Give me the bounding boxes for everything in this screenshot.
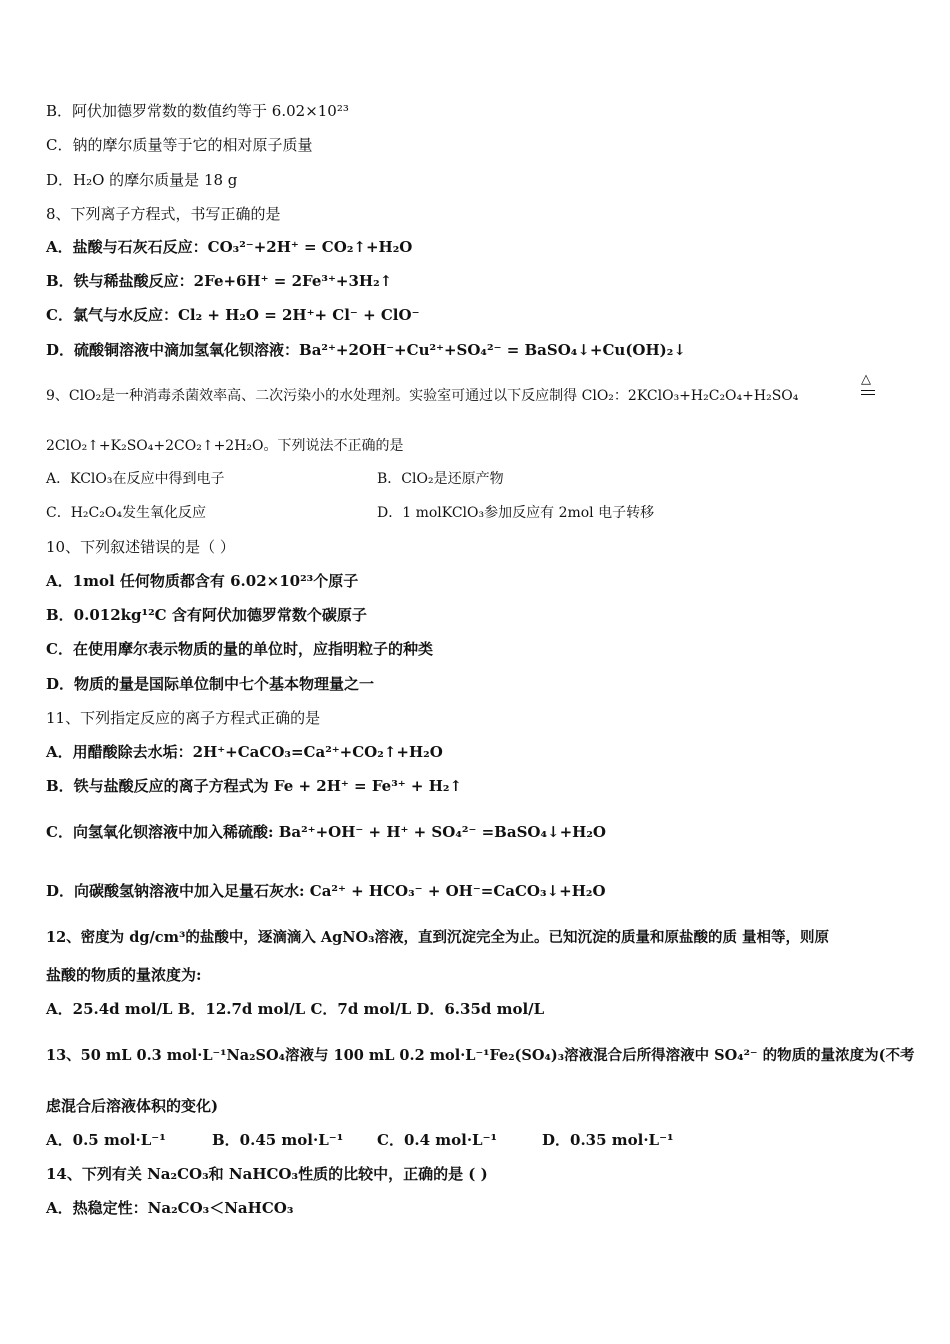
question-9-option-d: D．1 molKClO₃参加反应有 2mol 电子转移 [377, 505, 655, 521]
option-c: C．钠的摩尔质量等于它的相对原子质量 [46, 136, 313, 154]
question-10-option-d: D．物质的量是国际单位制中七个基本物理量之一 [46, 675, 375, 693]
question-13-stem-cont: 虑混合后溶液体积的变化) [46, 1097, 219, 1115]
question-10-option-c: C．在使用摩尔表示物质的量的单位时，应指明粒子的种类 [46, 640, 433, 658]
option-b: B．阿伏加德罗常数的数值约等于 6.02×10²³ [46, 102, 349, 120]
option-d: D．H₂O 的摩尔质量是 18 g [46, 171, 238, 189]
question-11-option-b: B．铁与盐酸反应的离子方程式为 Fe + 2H⁺ = Fe³⁺ + H₂↑ [46, 777, 463, 795]
question-13-option-c: C．0.4 mol·L⁻¹ [377, 1131, 498, 1149]
question-12-options: A．25.4d mol/L B．12.7d mol/L C．7d mol/L D．6.35d mol/L [46, 1000, 545, 1018]
question-10-option-a: A．1mol 任何物质都含有 6.02×10²³个原子 [46, 572, 359, 590]
question-13-stem: 13、50 mL 0.3 mol·L⁻¹Na₂SO₄溶液与 100 mL 0.2 mol·L⁻¹Fe₂(SO₄)₃溶液混合后所得溶液中 SO₄²⁻ 的物质的量浓度为(不考 [46, 1047, 915, 1064]
question-9-options-row1 [46, 469, 910, 489]
question-10-option-b: B．0.012kg¹²C 含有阿伏加德罗常数个碳原子 [46, 606, 367, 624]
question-11-option-d: D．向碳酸氢钠溶液中加入足量石灰水: Ca²⁺ + HCO₃⁻ + OH⁻=CaCO₃↓+H₂O [46, 882, 606, 900]
question-8: 8、下列离子方程式，书写正确的是 [46, 205, 281, 223]
question-14-option-a: A．热稳定性：Na₂CO₃＜NaHCO₃ [46, 1199, 294, 1217]
question-14: 14、下列有关 Na₂CO₃和 NaHCO₃性质的比较中，正确的是 ( ) [46, 1165, 488, 1183]
question-9-option-c: C．H₂C₂O₄发生氧化反应 [46, 505, 206, 521]
question-9-option-b: B．ClO₂是还原产物 [377, 471, 504, 487]
question-13-option-b: B．0.45 mol·L⁻¹ [212, 1131, 344, 1149]
question-13-options [46, 1130, 910, 1150]
question-10: 10、下列叙述错误的是（ ） [46, 538, 235, 556]
question-8-option-b: B．铁与稀盐酸反应：2Fe+6H⁺ = 2Fe³⁺+3H₂↑ [46, 272, 393, 290]
question-11-option-a: A．用醋酸除去水垢：2H⁺+CaCO₃=Ca²⁺+CO₂↑+H₂O [46, 743, 443, 761]
heating-condition: △ [861, 372, 871, 387]
question-11: 11、下列指定反应的离子方程式正确的是 [46, 709, 321, 727]
reaction-arrow [861, 390, 875, 395]
question-9-options-row2 [46, 503, 910, 523]
question-13-option-a: A．0.5 mol·L⁻¹ [46, 1131, 166, 1149]
question-12-stem: 12、密度为 dg/cm³的盐酸中，逐滴滴入 AgNO₃溶液，直到沉淀完全为止。已知沉淀的质量和原盐酸的质 量相等，则原 [46, 929, 830, 946]
question-8-option-c: C．氯气与水反应：Cl₂ + H₂O = 2H⁺+ Cl⁻ + ClO⁻ [46, 306, 420, 324]
question-9-stem-cont: 2ClO₂↑+K₂SO₄+2CO₂↑+2H₂O。下列说法不正确的是 [46, 438, 404, 454]
question-12-stem-cont: 盐酸的物质的量浓度为: [46, 966, 202, 984]
question-8-option-d: D．硫酸铜溶液中滴加氢氧化钡溶液：Ba²⁺+2OH⁻+Cu²⁺+SO₄²⁻ = BaSO₄↓+Cu(OH)₂↓ [46, 341, 686, 359]
question-9-option-a: A．KClO₃在反应中得到电子 [46, 471, 225, 487]
question-9-stem: 9、ClO₂是一种消毒杀菌效率高、二次污染小的水处理剂。实验室可通过以下反应制得 ClO₂：2KClO₃+H₂C₂O₄+H₂SO₄ [46, 388, 799, 404]
question-11-option-c: C．向氢氧化钡溶液中加入稀硫酸: Ba²⁺+OH⁻ + H⁺ + SO₄²⁻ =BaSO₄↓+H₂O [46, 823, 606, 841]
question-13-option-d: D．0.35 mol·L⁻¹ [542, 1131, 674, 1149]
question-8-option-a: A．盐酸与石灰石反应：CO₃²⁻+2H⁺ = CO₂↑+H₂O [46, 238, 413, 256]
